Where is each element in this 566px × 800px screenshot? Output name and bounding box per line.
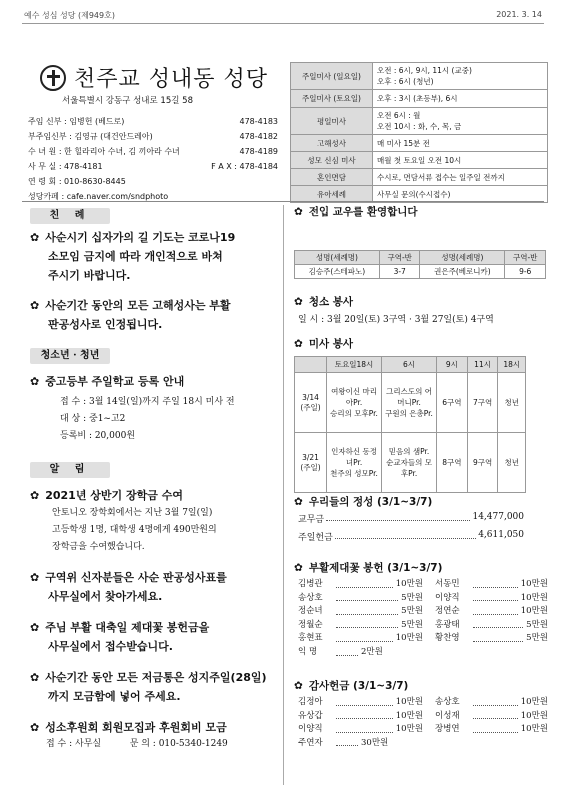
news-details: 안토니오 장학회에서는 지난 3월 7일(일) 고등학생 1명, 대학생 4명에게 490만원의 장학금을 수여했습니다. (52, 508, 217, 552)
page-header (24, 10, 542, 21)
youth-item: ✿ 중고등부 주일학교 등록 안내 (30, 375, 185, 388)
table-row: 3/14 (주일) 여왕이신 마리아Pr. 승리의 모후Pr. 그리스도의 어머니Pr. 구원의 은총Pr. 6구역 7구역 청년 (295, 373, 526, 433)
mass-label: 유아세례 (291, 186, 373, 203)
table-header: 9시 (437, 357, 468, 373)
offering-heading: ✿ 우리들의 정성 (3/1~3/7) (294, 496, 433, 508)
news-section-heading: 알 림 (30, 462, 110, 478)
list-item: 송상호 5만원 이양직 10만원 (298, 592, 548, 603)
flower-bullet-icon: ✿ (30, 621, 40, 634)
list-item: 김병관 10만원 서동민 10만원 (298, 579, 548, 589)
table-header: 구역-반 (505, 251, 546, 265)
news-item: ✿ 주님 부활 대축일 제대꽃 봉헌금을 사무실에서 접수받습니다. (30, 621, 210, 653)
news-item: ✿ 구역위 신자분들은 사순 판공성사표를 사무실에서 찾아가세요. (30, 571, 227, 603)
flower-bullet-icon: ✿ (294, 296, 303, 308)
column-divider (283, 205, 284, 785)
flower-bullet-icon: ✿ (30, 375, 40, 388)
mass-value: 사무실 문의(수시접수) (373, 186, 548, 203)
offering-row: 주일헌금 4,611,050 (298, 530, 524, 543)
thanks-offering-list (298, 696, 548, 750)
mass-label: 혼인면담 (291, 169, 373, 186)
flower-bullet-icon: ✿ (30, 299, 40, 312)
mass-value: 매월 첫 토요일 오전 10시 (373, 152, 548, 169)
priest-section-heading: ✿ 전입 교우를 환영합니다 (294, 206, 418, 218)
table-header (295, 357, 327, 373)
church-address: 서울특별시 강동구 성내로 15길 58 (62, 96, 193, 106)
mass-value: 매 미사 15분 전 (373, 135, 548, 152)
mass-schedule-table (290, 62, 548, 203)
flower-bullet-icon: ✿ (294, 496, 303, 508)
mass-label: 성모 신심 미사 (291, 152, 373, 169)
contact-row: 성당카페 : cafe.naver.com/sndphoto (28, 192, 169, 201)
cleaning-section-heading: ✿ 청소 봉사 (294, 296, 354, 308)
news-details: 접 수 : 사무실 문 의 : 010-5340-1249 (46, 739, 228, 749)
header-rule (22, 23, 544, 24)
table-header: 6시 (382, 357, 437, 373)
table-row: 3/21 (주일) 인자하신 동정녀Pr. 천주의 성모Pr. 믿음의 샘Pr. 순교자들의 모후Pr. 8구역 9구역 청년 (295, 433, 526, 493)
contact-row: 연 령 회 : 010-8630-8445 (28, 177, 126, 186)
church-title (40, 62, 268, 93)
contact-row: 부주임신부 : 김영규 (대건안드레아) 478-4182 (28, 132, 278, 141)
church-name: 천주교 성내동 성당 (74, 67, 269, 92)
mass-value: 오후 : 3시 (초등부), 6시 (373, 90, 548, 108)
table-header: 18시 (498, 357, 526, 373)
youth-section-heading: 청소년 · 청년 (30, 348, 110, 364)
list-item: 정순녀 5만원 정연순 10만원 (298, 606, 548, 617)
contact-list (28, 114, 278, 204)
table-header: 구역-반 (379, 251, 420, 265)
news-item: ✿ 성소후원회 회원모집과 후원회비 모금 (30, 721, 227, 734)
list-item: 홍현표 10만원 황찬영 5만원 (298, 633, 548, 644)
youth-details: 접 수 : 3월 14일(일)까지 주일 18시 미사 전 대 상 : 중1~고2 등록비 : 20,000원 (60, 397, 235, 441)
notice-item: ✿ 사순시기 십자가의 길 기도는 코로나19 소모임 금지에 따라 개인적으로 바쳐 주시기 바랍니다. (30, 231, 236, 282)
table-header: 토요일18시 (327, 357, 382, 373)
issue-date: 2021. 3. 14 (496, 10, 542, 19)
flower-bullet-icon: ✿ (294, 680, 303, 692)
news-item: ✿ 2021년 상반기 장학금 수여 (30, 489, 183, 502)
mass-label: 주일미사 (일요일) (291, 63, 373, 90)
flower-bullet-icon: ✿ (294, 562, 303, 574)
flower-donation-list (298, 578, 548, 660)
contact-row: 주임 신부 : 임병헌 (베드로) 478-4183 (28, 117, 278, 126)
mass-service-heading: ✿ 미사 봉사 (294, 338, 354, 350)
flower-bullet-icon: ✿ (30, 571, 40, 584)
issue-label: 예수 성심 성당 (제949호) (24, 11, 115, 20)
list-item: 유상갑 10만원 이성재 10만원 (298, 710, 548, 721)
table-header: 성명(세례명) (295, 251, 380, 265)
flower-bullet-icon: ✿ (30, 489, 40, 502)
contact-row: 수 녀 원 : 한 힐라리아 수녀, 김 끼아라 수녀 478-4189 (28, 147, 278, 156)
mass-label: 주일미사 (토요일) (291, 90, 373, 108)
notice-item: ✿ 사순기간 동안의 모든 고해성사는 부활 판공성사로 인정됩니다. (30, 299, 231, 331)
mass-value: 수시로, 면담서류 접수는 일주일 전까지 (373, 169, 548, 186)
flower-bullet-icon: ✿ (30, 721, 40, 734)
mass-value: 오전 : 6시, 9시, 11시 (교중) 오후 : 6시 (청년) (373, 63, 548, 90)
cleaning-schedule: 일 시 : 3월 20일(토) 3구역 · 3월 27일(토) 4구역 (298, 315, 494, 325)
news-item: ✿ 사순기간 동안 모든 저금통은 성지주일(28일) 까지 모금함에 넣어 주세요. (30, 671, 267, 703)
mass-label: 평일미사 (291, 108, 373, 135)
mass-service-table (294, 356, 526, 493)
mass-value: 오전 6시 : 월 오전 10시 : 화, 수, 목, 금 (373, 108, 548, 135)
flower-donation-heading: ✿ 부활제대꽃 봉헌 (3/1~3/7) (294, 562, 443, 574)
list-item: 주연자 30만원 (298, 737, 389, 748)
table-header: 11시 (467, 357, 498, 373)
flower-bullet-icon: ✿ (30, 231, 40, 244)
flower-bullet-icon: ✿ (294, 338, 303, 350)
notice-section-heading: 친 례 (30, 208, 110, 224)
section-divider (22, 201, 544, 202)
flower-bullet-icon: ✿ (294, 206, 303, 218)
table-row: 김승주(스테파노) 3-7 권은주(베로니카) 9-6 (295, 265, 546, 279)
new-parishioner-table (294, 250, 546, 279)
thanks-offering-heading: ✿ 감사헌금 (3/1~3/7) (294, 680, 409, 692)
list-item: 정월순 5만원 홍광태 5만원 (298, 619, 548, 630)
mass-label: 고해성사 (291, 135, 373, 152)
table-header: 성명(세례명) (420, 251, 505, 265)
list-item: 익 명 2만원 (298, 646, 383, 657)
cross-logo-icon (40, 65, 66, 91)
offering-row: 교무금 14,477,000 (298, 512, 524, 525)
flower-bullet-icon: ✿ (30, 671, 40, 684)
contact-row: 사 무 실 : 478-4181 F A X : 478-4184 (28, 162, 278, 171)
list-item: 이양직 10만원 장병연 10만원 (298, 724, 548, 735)
list-item: 김정아 10만원 송상호 10만원 (298, 697, 548, 707)
